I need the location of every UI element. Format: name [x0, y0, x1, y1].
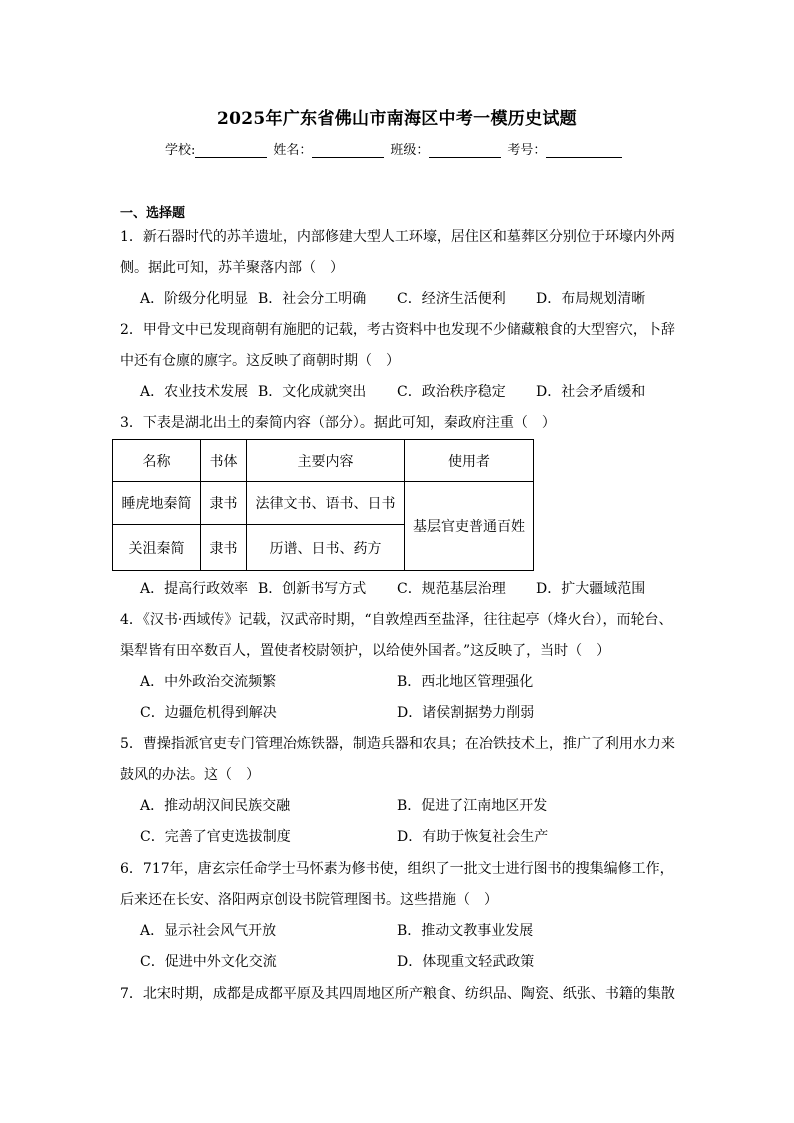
question-1-line-1: 1．新石器时代的苏羊遗址，内部修建大型人工环壕，居住区和墓葬区分别位于环壕内外两 [120, 229, 675, 245]
exam-title: 2025年广东省佛山市南海区中考一模历史试题 [217, 109, 577, 129]
question-6-option-a[interactable]: A．显示社会风气开放 [140, 923, 277, 939]
question-4-option-d[interactable]: D．诸侯割据势力削弱 [397, 705, 535, 721]
question-5-line-1: 5．曹操指派官吏专门管理冶炼铁器，制造兵器和农具；在冶铁技术上，推广了利用水力来 [120, 736, 675, 752]
question-6-option-b[interactable]: B．推动文教事业发展 [397, 923, 534, 939]
table-header-cell: 书体 [201, 440, 247, 482]
question-4-option-b[interactable]: B．西北地区管理强化 [397, 674, 534, 690]
question-3-line-1: 3．下表是湖北出土的秦简内容（部分）。据此可知，秦政府注重（ ） [120, 415, 556, 431]
question-6-option-d[interactable]: D．体现重文轻武政策 [397, 954, 535, 970]
question-5-option-c[interactable]: C．完善了官吏选拔制度 [140, 829, 291, 845]
question-4-line-2: 渠犁皆有田卒数百人，置使者校尉领护，以给使外国者。”这反映了，当时（ ） [120, 643, 611, 659]
qin-slips-table [112, 439, 534, 571]
table-cell: 隶书 [201, 482, 247, 525]
question-1-option-d[interactable]: D．布局规划清晰 [536, 291, 646, 307]
question-4-option-a[interactable]: A．中外政治交流频繁 [140, 674, 277, 690]
question-1-option-b[interactable]: B．社会分工明确 [258, 291, 367, 307]
question-2-option-d[interactable]: D．社会矛盾缓和 [536, 384, 646, 400]
question-2-option-b[interactable]: B．文化成就突出 [258, 384, 367, 400]
question-1-option-a[interactable]: A．阶级分化明显 [140, 291, 249, 307]
class-blank[interactable] [429, 143, 501, 158]
name-blank[interactable] [312, 143, 384, 158]
question-2-line-2: 中还有仓廪的廪字。这反映了商朝时期（ ） [120, 353, 400, 369]
table-header-cell: 名称 [113, 440, 201, 482]
school-blank[interactable] [195, 143, 267, 158]
question-2-line-1: 2．甲骨文中已发现商朝有施肥的记载，考古资料中也发现不少储藏粮食的大型窖穴，卜辞 [120, 322, 675, 338]
question-4-line-1: 4．《汉书·西域传》记载，汉武帝时期，“自敦煌西至盐泽，往往起亭（烽火台），而轮台、 [120, 612, 673, 628]
question-1-option-c[interactable]: C．经济生活便利 [397, 291, 506, 307]
question-5-line-2: 鼓风的办法。这（ ） [120, 767, 260, 783]
table-cell: 历谱、日书、药方 [247, 525, 405, 571]
table-header-cell: 使用者 [405, 440, 534, 482]
table-header-row [113, 440, 534, 482]
question-3-option-c[interactable]: C．规范基层治理 [397, 581, 506, 597]
table-header-cell: 主要内容 [247, 440, 405, 482]
question-3-option-b[interactable]: B．创新书写方式 [258, 581, 367, 597]
question-1-line-2: 侧。据此可知，苏羊聚落内部（ ） [120, 260, 344, 276]
question-6-line-1: 6．717年，唐玄宗任命学士马怀素为修书使，组织了一批文士进行图书的搜集编修工作， [120, 861, 674, 877]
question-5-option-d[interactable]: D．有助于恢复社会生产 [397, 829, 549, 845]
question-5-option-a[interactable]: A．推动胡汉间民族交融 [140, 798, 291, 814]
table-cell: 隶书 [201, 525, 247, 571]
section-title: 一、选择题 [120, 206, 186, 221]
table-cell: 关沮秦简 [113, 525, 201, 571]
class-label: 班级： [390, 143, 430, 158]
question-2-option-c[interactable]: C．政治秩序稳定 [397, 384, 506, 400]
question-4-option-c[interactable]: C．边疆危机得到解决 [140, 705, 277, 721]
question-2-option-a[interactable]: A．农业技术发展 [140, 384, 249, 400]
question-3-option-a[interactable]: A．提高行政效率 [140, 581, 249, 597]
name-label: 姓名： [273, 143, 313, 158]
table-cell: 睡虎地秦简 [113, 482, 201, 525]
question-6-line-2: 后来还在长安、洛阳两京创设书院管理图书。这些措施（ ） [120, 892, 498, 908]
table-cell: 法律文书、语书、日书 [247, 482, 405, 525]
number-blank[interactable] [546, 143, 622, 158]
table-row [113, 482, 534, 525]
question-5-option-b[interactable]: B．促进了江南地区开发 [397, 798, 548, 814]
school-label: 学校: [165, 143, 196, 158]
question-7-line-1: 7．北宋时期，成都是成都平原及其四周地区所产粮食、纺织品、陶瓷、纸张、书籍的集散 [120, 986, 675, 1002]
student-info-row [165, 139, 628, 158]
question-6-option-c[interactable]: C．促进中外文化交流 [140, 954, 277, 970]
number-label: 考号： [507, 143, 547, 158]
table-cell-user: 基层官吏普通百姓 [405, 482, 534, 571]
question-3-option-d[interactable]: D．扩大疆域范围 [536, 581, 646, 597]
